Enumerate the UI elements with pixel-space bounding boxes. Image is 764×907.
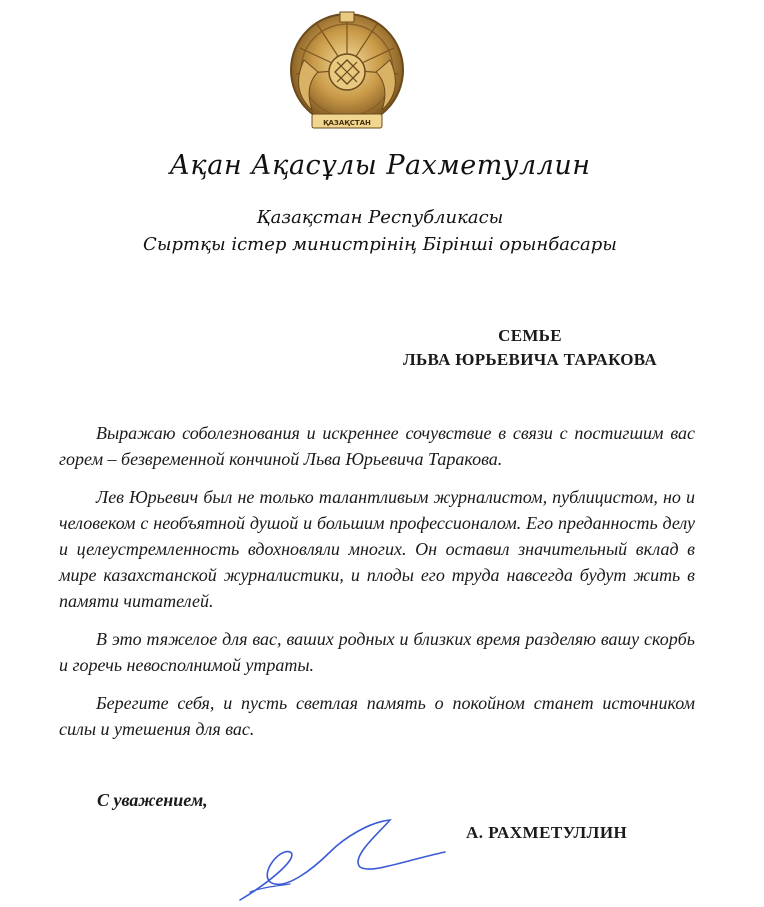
letterhead-title-line2: Сыртқы істер министрінің Бірінші орынбасары <box>143 234 617 255</box>
state-emblem-icon <box>282 10 412 136</box>
body-paragraph: Выражаю соболезнования и искреннее сочувствие в связи с постигшим вас горем – безвременной кончиной Льва Юрьевича Таракова. <box>59 423 695 469</box>
addressee-line2: ЛЬВА ЮРЬЕВИЧА ТАРАКОВА <box>403 350 657 369</box>
closing-salutation: С уважением, <box>97 790 208 810</box>
body-paragraph: В это тяжелое для вас, ваших родных и близких время разделяю вашу скорбь и горечь невосполнимой утраты. <box>59 629 695 675</box>
letterhead-name: Ақан Ақасұлы Рахметуллин <box>169 150 591 181</box>
letterhead-title-line1: Қазақстан Республикасы <box>256 207 504 228</box>
letter-body <box>59 420 695 754</box>
addressee-block <box>360 324 700 372</box>
signer-name: А. РАХМЕТУЛЛИН <box>466 823 628 842</box>
body-paragraph: Лев Юрьевич был не только талантливым журналистом, публицистом, но и человеком с необъятной душой и большим профессионалом. Его преданность делу и целеустремленность вдохновляли многих. Он оставил значительный вклад в мире казахстанской журналистики, и плоды его труда навсегда будут жить в памяти читателей. <box>59 487 695 611</box>
handwritten-signature-icon <box>230 812 450 907</box>
addressee-line1: СЕМЬЕ <box>498 326 562 345</box>
body-paragraph: Берегите себя, и пусть светлая память о покойном станет источником силы и утешения для вас. <box>59 693 695 739</box>
emblem-caption: ҚАЗАҚСТАН <box>323 119 371 127</box>
